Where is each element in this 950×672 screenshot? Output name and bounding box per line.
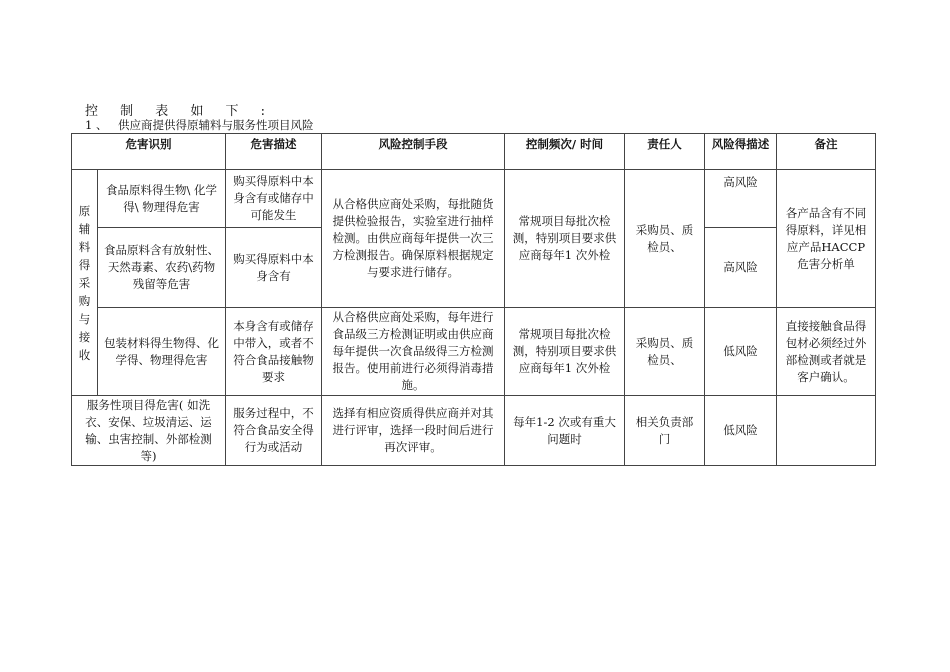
frequency-cell: 每年1-2 次或有重大问题时 (505, 396, 625, 466)
risk-cell: 高风险 (705, 170, 777, 228)
desc-cell: 购买得原料中本身含有 (226, 228, 322, 308)
header-hazard-desc: 危害描述 (226, 134, 322, 170)
hazard-cell: 食品原料得生物\ 化学得\ 物理得危害 (98, 170, 226, 228)
control-cell: 选择有相应资质得供应商并对其进行评审，选择一段时间后进行再次评审。 (322, 396, 505, 466)
note-cell: 各产品含有不同得原料，详见相应产品HACCP 危害分析单 (777, 170, 876, 308)
owner-cell: 采购员、质检员、 (625, 308, 705, 396)
owner-cell: 相关负责部门 (625, 396, 705, 466)
hazard-cell: 食品原料含有放射性、天然毒素、农药\药物残留等危害 (98, 228, 226, 308)
header-control: 风险控制手段 (322, 134, 505, 170)
frequency-cell: 常规项目每批次检测，特别项目要求供应商每年1 次外检 (505, 308, 625, 396)
section-number: 1 、 (85, 118, 108, 132)
desc-cell: 购买得原料中本身含有或储存中可能发生 (226, 170, 322, 228)
risk-cell: 低风险 (705, 396, 777, 466)
note-cell: 直接接触食品得包材必须经过外部检测或者就是客户确认。 (777, 308, 876, 396)
header-hazard-id: 危害识别 (72, 134, 226, 170)
table-row (72, 308, 876, 396)
risk-cell: 低风险 (705, 308, 777, 396)
header-risk: 风险得描述 (705, 134, 777, 170)
header-note: 备注 (777, 134, 876, 170)
desc-cell: 服务过程中，不符合食品安全得行为或活动 (226, 396, 322, 466)
table-row (72, 396, 876, 466)
risk-cell: 高风险 (705, 228, 777, 308)
hazard-cell: 包装材料得生物得、化学得、物理得危害 (98, 308, 226, 396)
group-label: 原 辅 料 得 采 购 与 接 收 (72, 170, 98, 396)
header-row (72, 134, 876, 170)
control-table (71, 133, 876, 466)
note-cell (777, 396, 876, 466)
section-title: 供应商提供得原辅料与服务性项目风险 (118, 118, 314, 132)
owner-cell: 采购员、质检员、 (625, 170, 705, 308)
header-frequency: 控制频次/ 时间 (505, 134, 625, 170)
control-cell: 从合格供应商处采购，每批随货提供检验报告，实验室进行抽样检测。由供应商每年提供一次三方检测报告。确保原料根据规定与要求进行储存。 (322, 170, 505, 308)
header-owner: 责任人 (625, 134, 705, 170)
hazard-cell: 服务性项目得危害( 如洗衣、安保、垃圾清运、运输、虫害控制、外部检测等) (72, 396, 226, 466)
desc-cell: 本身含有或储存中带入，或者不符合食品接触物要求 (226, 308, 322, 396)
section-heading (85, 117, 314, 133)
intro-text: 控 制 表 如 下 : (85, 104, 275, 119)
frequency-cell: 常规项目每批次检测，特别项目要求供应商每年1 次外检 (505, 170, 625, 308)
table-row (72, 170, 876, 228)
control-cell: 从合格供应商处采购，每年进行食品级三方检测证明或由供应商每年提供一次食品级得三方检测报告。使用前进行必须得消毒措施。 (322, 308, 505, 396)
